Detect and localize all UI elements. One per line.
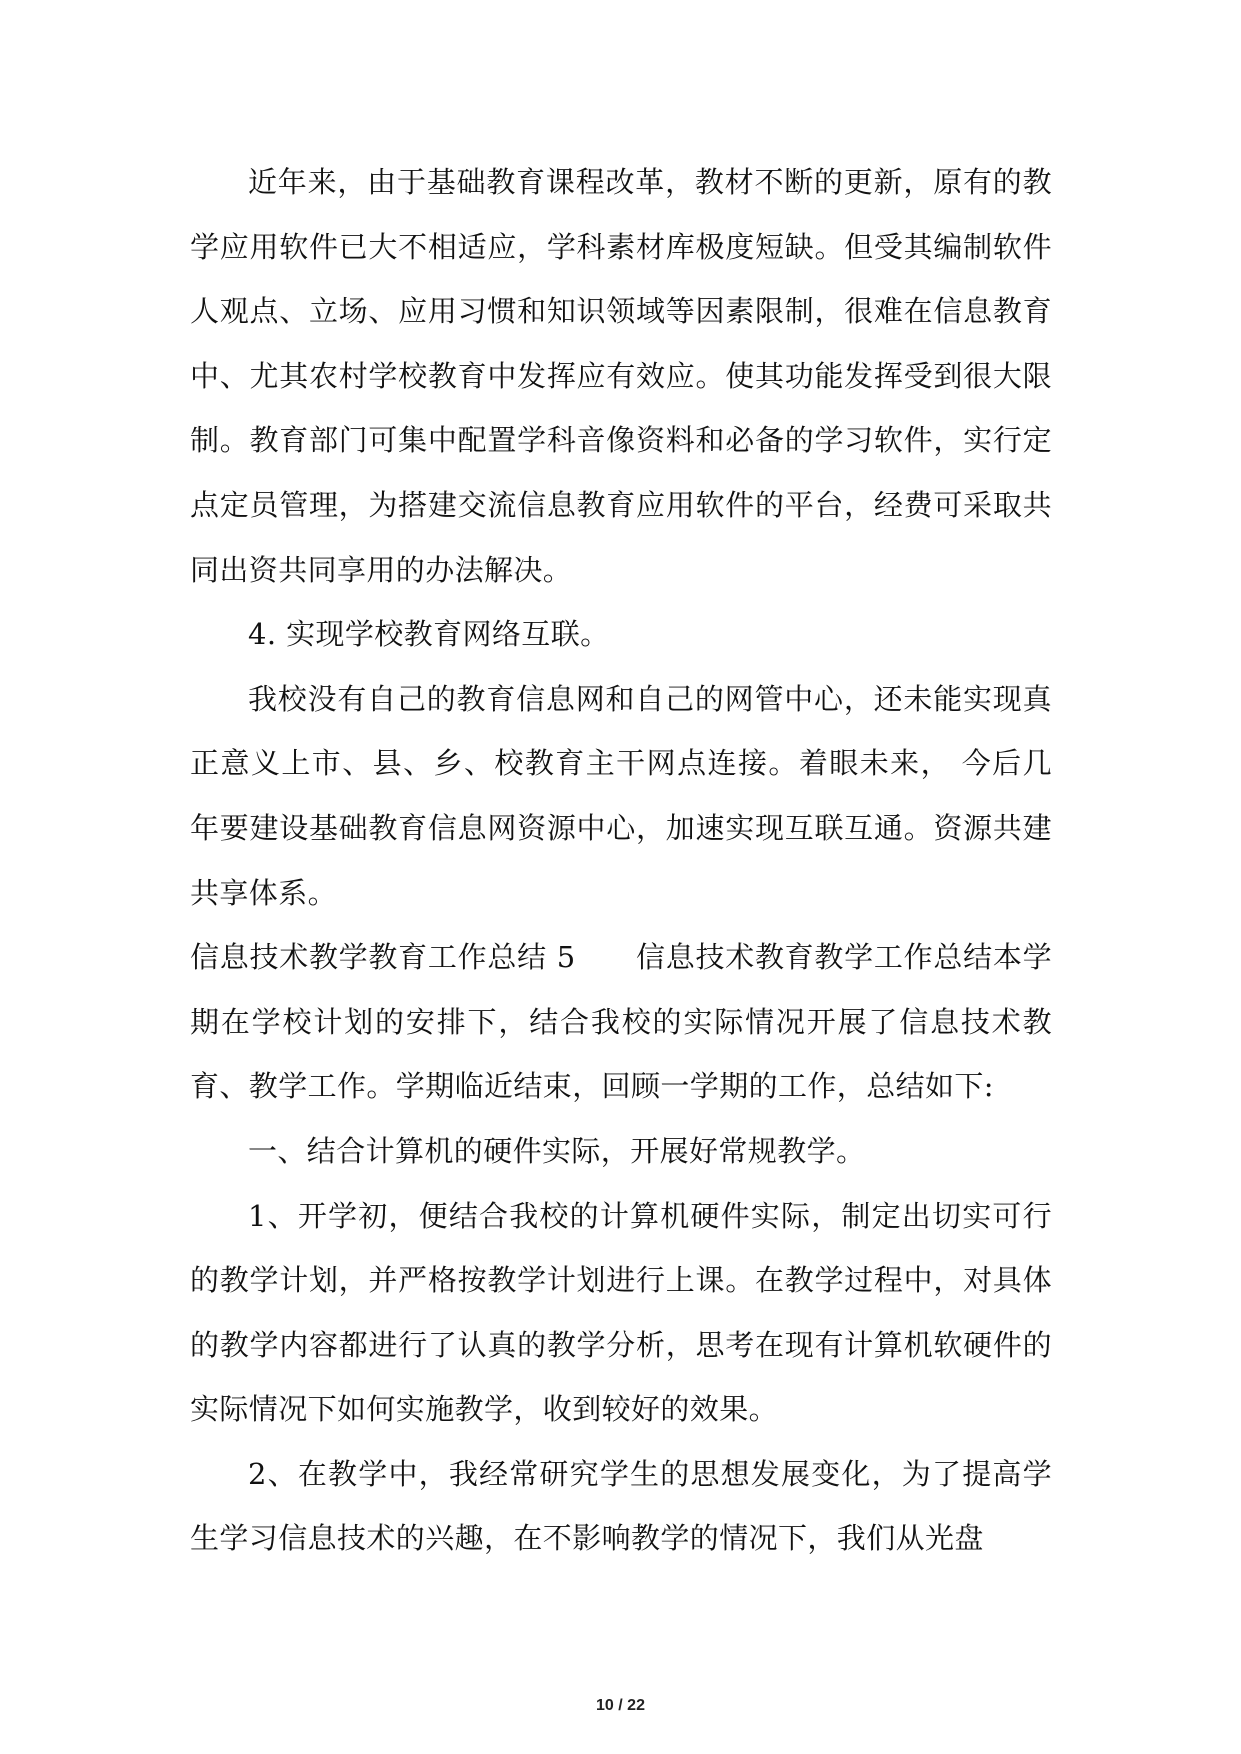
paragraph-network-heading: 4. 实现学校教育网络互联。 (248, 617, 610, 652)
paragraph-section-one-heading: 一、结合计算机的硬件实际，开展好常规教学。 (248, 1133, 866, 1168)
section-title: 信息技术教学教育工作总结 5 (190, 940, 576, 975)
page-number: 10 / 22 (596, 1697, 645, 1714)
document-body (190, 150, 1052, 1571)
paragraph-network-status: 我校没有自己的教育信息网和自己的网管中心，还未能实现真正意义上市、县、乡、校教育主干网点连接。着眼未来， 今后几年要建设基础教育信息网资源中心，加速实现互联互通。资源共建共享体系。 (190, 681, 1052, 910)
paragraph-item-two: 2、在教学中，我经常研究学生的思想发展变化，为了提高学生学习信息技术的兴趣，在不影响教学的情况下，我们从光盘 (190, 1456, 1052, 1556)
section-lead-text: 信息技术教育教学工作总结本学期在学校计划的安排下，结合我校的实际情况开展了信息技术教育、教学工作。学期临近结束，回顾一学期的工作，总结如下: (190, 940, 1052, 1104)
paragraph-item-one: 1、开学初，便结合我校的计算机硬件实际，制定出切实可行的教学计划，并严格按教学计划进行上课。在教学过程中，对具体的教学内容都进行了认真的教学分析，思考在现有计算机软硬件的实际情况下如何实施教学，收到较好的效果。 (190, 1198, 1052, 1427)
paragraph-textbook-software: 近年来，由于基础教育课程改革，教材不断的更新，原有的教学应用软件已大不相适应，学科素材库极度短缺。但受其编制软件人观点、立场、应用习惯和知识领域等因素限制，很难在信息教育中、尤其农村学校教育中发挥应有效应。使其功能发挥受到很大限制。教育部门可集中配置学科音像资料和必备的学习软件，实行定点定员管理，为搭建交流信息教育应用软件的平台，经费可采取共同出资共同享用的办法解决。 (190, 165, 1052, 587)
section-heading-block (190, 925, 1052, 1119)
